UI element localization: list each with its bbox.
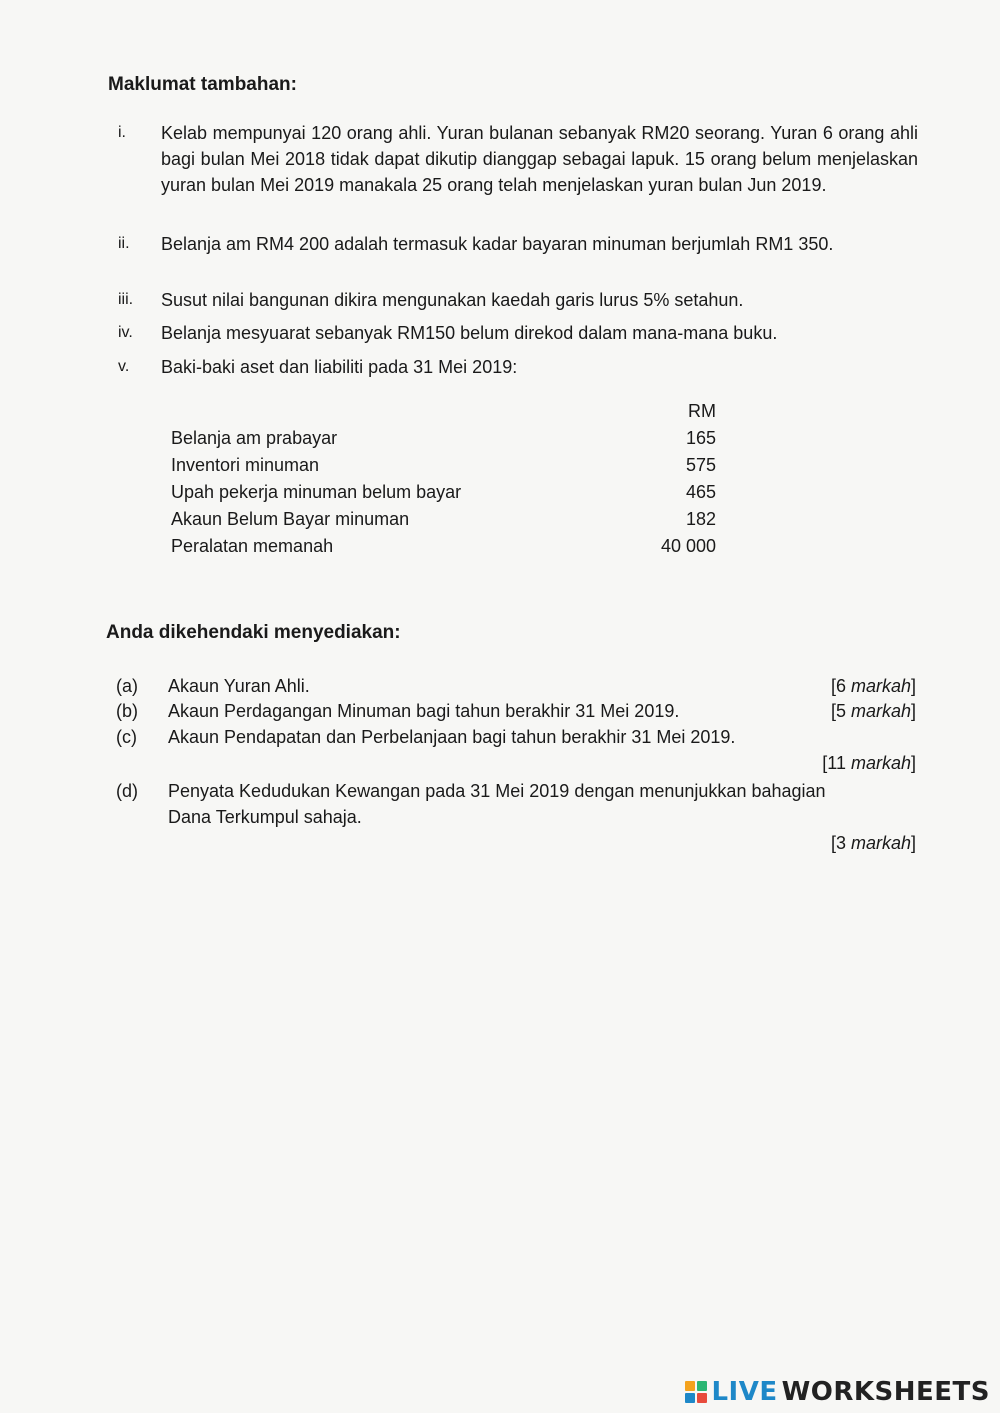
logo-grid-icon <box>685 1381 707 1403</box>
table-row <box>171 479 716 506</box>
task-marks: [6 markah] <box>830 676 916 696</box>
row-label: Inventori minuman <box>171 455 320 475</box>
item-text: Belanja mesyuarat sebanyak RM150 belum direkod dalam mana-mana buku. <box>161 323 778 343</box>
task-marks: [5 markah] <box>830 701 916 721</box>
task-item <box>116 724 916 776</box>
item-text: Susut nilai bangunan dikira mengunakan kaedah garis lurus 5% setahun. <box>161 290 744 310</box>
table-row <box>171 533 716 560</box>
task-label: (d) <box>116 781 138 801</box>
row-value: 575 <box>685 455 716 475</box>
currency-header: RM <box>688 401 716 421</box>
item-text: Belanja am RM4 200 adalah termasuk kadar bayaran minuman berjumlah RM1 350. <box>161 234 834 254</box>
item-text: Baki-baki aset dan liabiliti pada 31 Mei 2019: <box>161 357 518 377</box>
item-number: iii. <box>118 291 134 308</box>
table-row <box>171 425 716 452</box>
table-row <box>171 452 716 479</box>
task-text: Akaun Perdagangan Minuman bagi tahun berakhir 31 Mei 2019. <box>168 701 680 721</box>
table-row <box>171 506 716 533</box>
balances-table <box>171 398 716 560</box>
row-value: 465 <box>685 482 716 502</box>
task-label: (a) <box>116 676 138 696</box>
logo-text-live: LIVE <box>711 1377 778 1407</box>
info-item <box>118 354 918 380</box>
task-item <box>116 673 916 699</box>
row-value: 40 000 <box>660 536 716 556</box>
item-number: i. <box>118 124 126 141</box>
task-marks: [3 markah] <box>830 833 916 853</box>
section-heading-info: Maklumat tambahan: <box>108 74 297 95</box>
logo-text-worksheets: WORKSHEETS <box>781 1377 990 1407</box>
table-header-row <box>171 398 716 425</box>
row-label: Belanja am prabayar <box>171 428 338 448</box>
task-label: (c) <box>116 727 137 747</box>
section-heading-tasks: Anda dikehendaki menyediakan: <box>106 622 401 643</box>
row-value: 182 <box>685 509 716 529</box>
task-text: Akaun Yuran Ahli. <box>168 676 310 696</box>
task-text: Penyata Kedudukan Kewangan pada 31 Mei 2019 dengan menunjukkan bahagian Dana Terkumpul sahaja. <box>168 781 826 827</box>
item-number: iv. <box>118 324 133 341</box>
row-label: Peralatan memanah <box>171 536 334 556</box>
info-item <box>118 320 918 346</box>
row-value: 165 <box>685 428 716 448</box>
task-label: (b) <box>116 701 138 721</box>
task-text: Akaun Pendapatan dan Perbelanjaan bagi tahun berakhir 31 Mei 2019. <box>168 727 736 747</box>
liveworksheets-logo[interactable] <box>685 1377 990 1407</box>
task-marks: [11 markah] <box>822 753 916 773</box>
task-item <box>116 698 916 724</box>
item-number: v. <box>118 358 130 375</box>
info-item <box>118 120 918 198</box>
row-label: Akaun Belum Bayar minuman <box>171 509 410 529</box>
item-number: ii. <box>118 235 130 252</box>
item-text: Kelab mempunyai 120 orang ahli. Yuran bulanan sebanyak RM20 seorang. Yuran 6 orang ahli bagi bulan Mei 2018 tidak dapat dikutip dianggap sebagai lapuk. 15 orang belum menjelaskan yuran bulan Mei 2019 manakala 25 orang telah menjelaskan yuran bulan Jun 2019. <box>161 123 918 195</box>
info-item <box>118 231 918 257</box>
task-item <box>116 778 916 856</box>
info-item <box>118 287 918 313</box>
row-label: Upah pekerja minuman belum bayar <box>171 482 462 502</box>
